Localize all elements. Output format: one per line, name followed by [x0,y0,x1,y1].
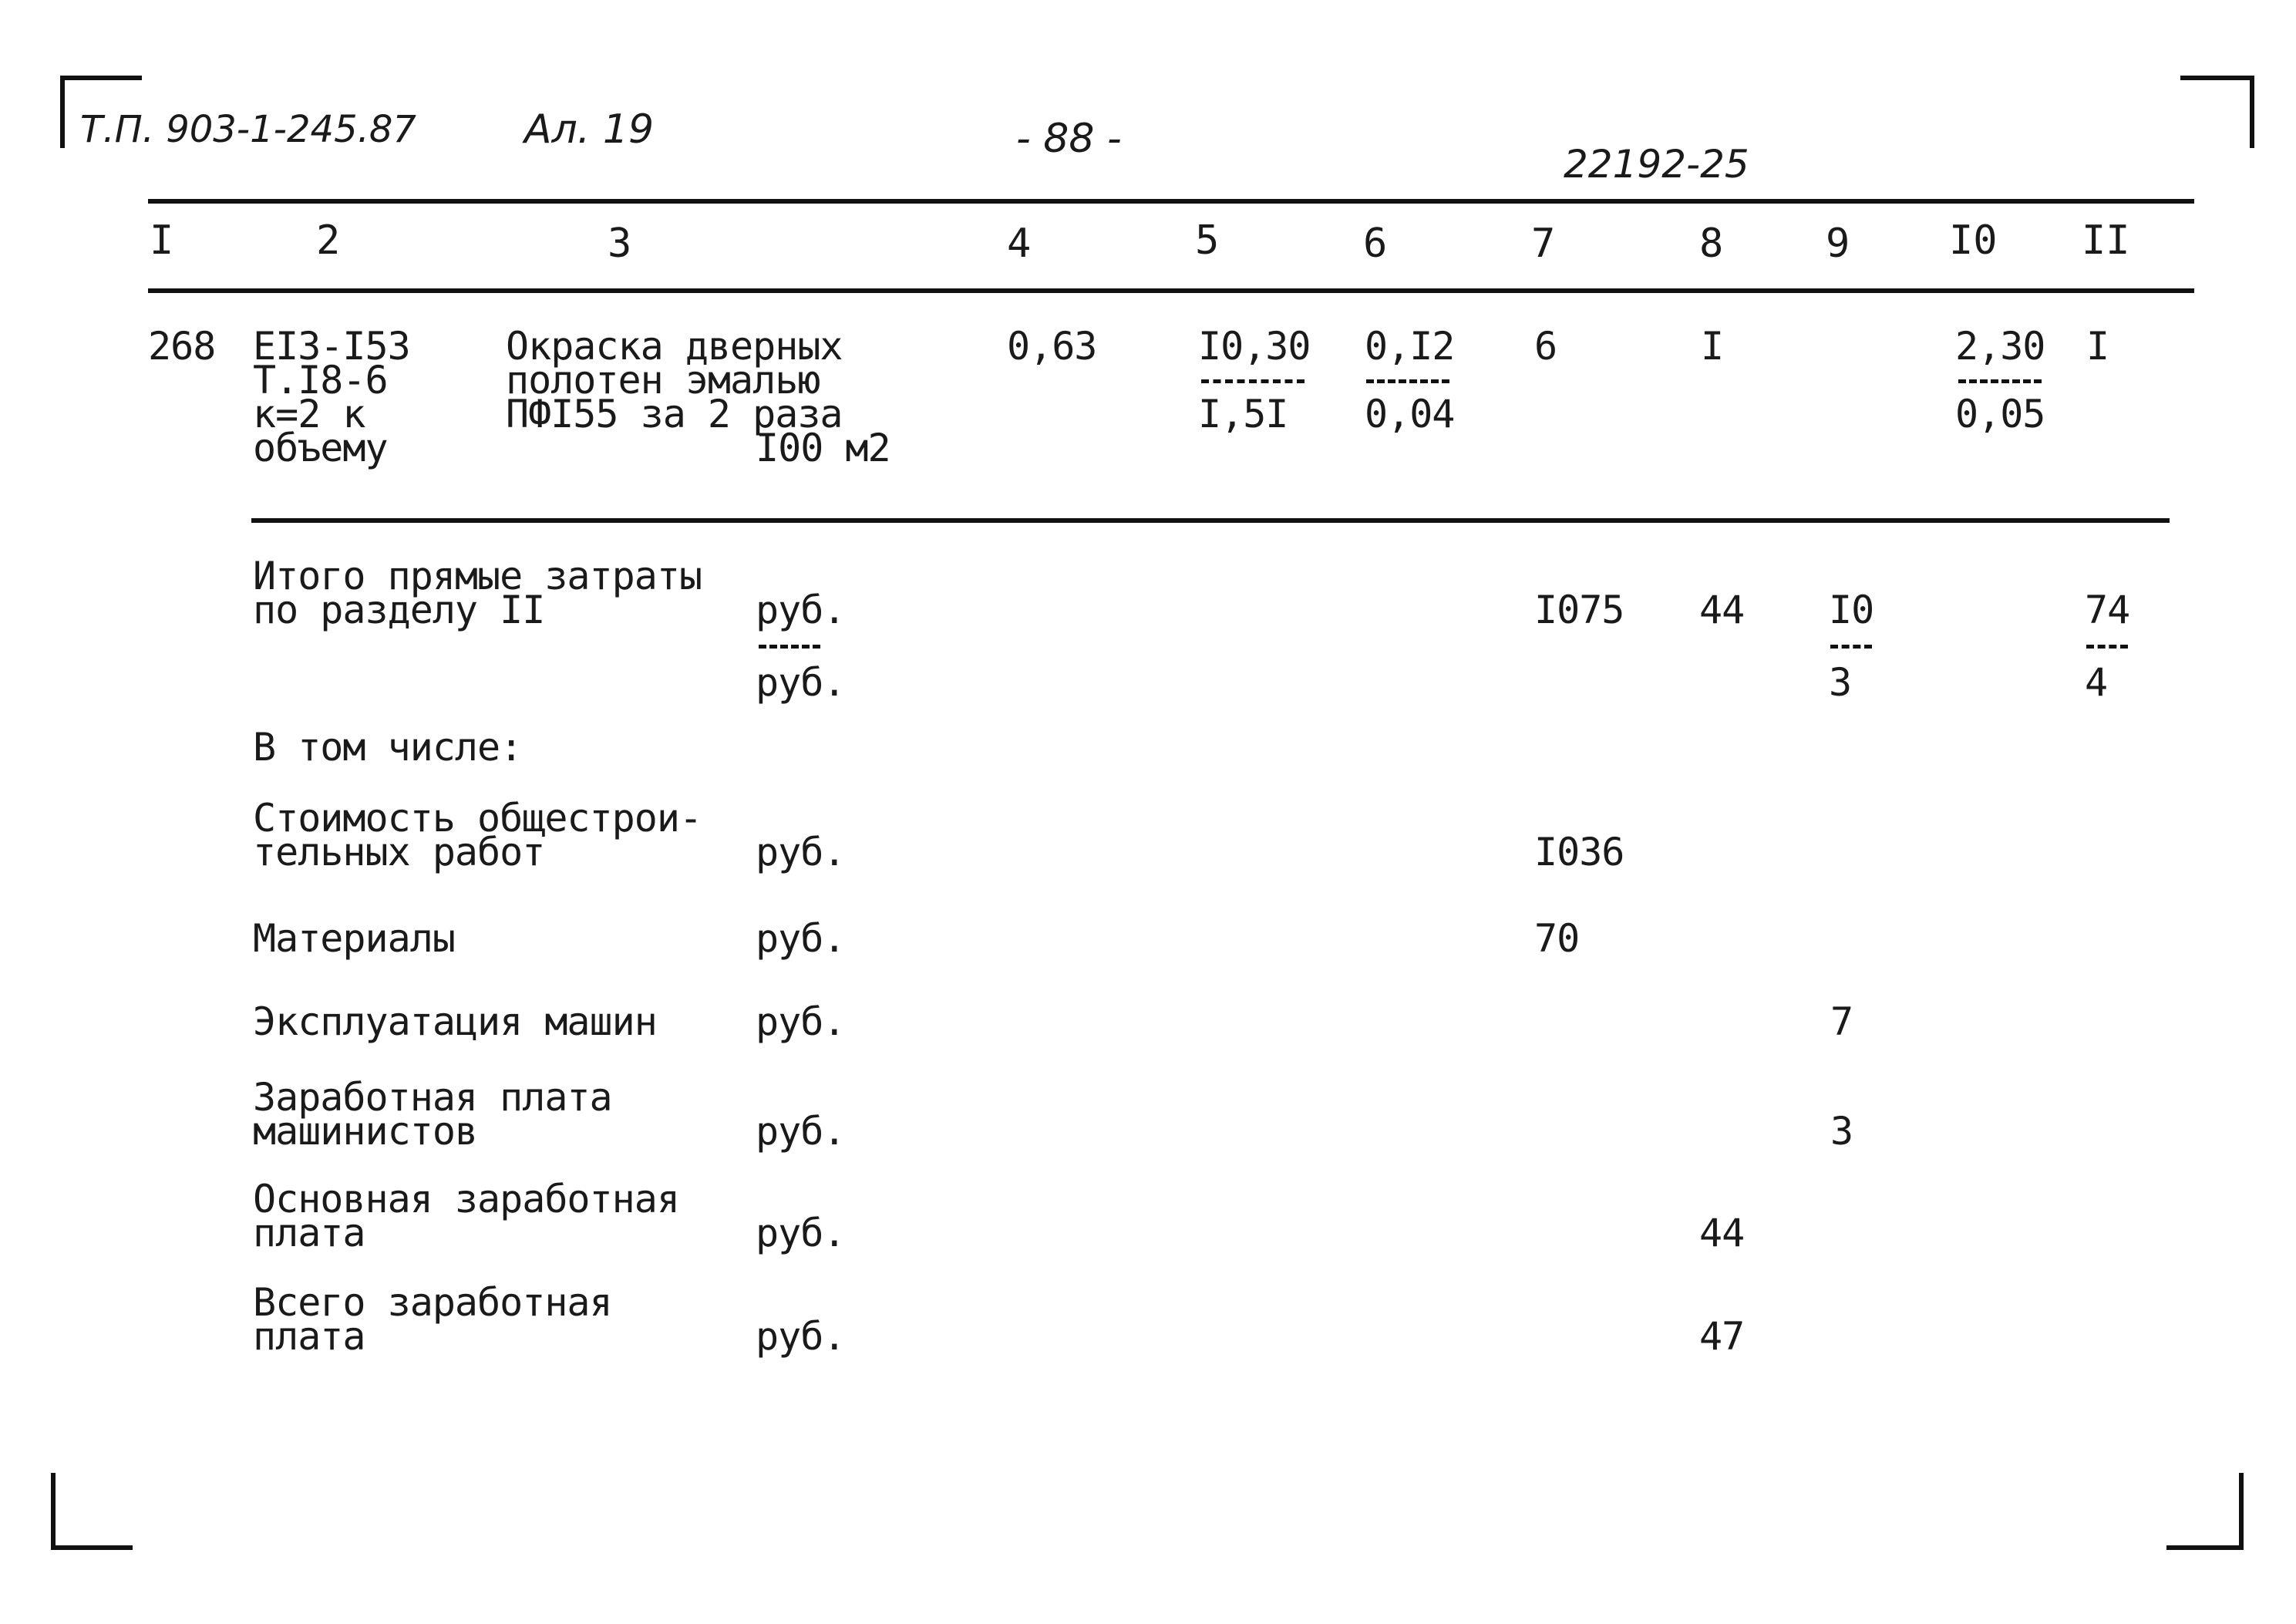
frame-corner-bottom-left [51,1473,133,1550]
breakdown-label-line-1: Эксплуатация машин [253,999,657,1044]
breakdown-label-line-2: тельных работ [253,830,545,874]
totals-col9-bottom: 3 [1829,660,1852,705]
item-col10-bottom: 0,05 [1955,392,2045,436]
breakdown-col9: 3 [1830,1109,1853,1154]
totals-label-line-1: Итого прямые затраты [253,554,702,598]
totals-col9-divider [1830,645,1872,649]
document-number: 22192-25 [1564,142,1749,187]
breakdown-label-line-1: Материалы [253,916,455,961]
item-col8: I [1701,324,1724,369]
item-col11: I [2086,324,2109,369]
col-header-11: II [2082,217,2130,264]
item-code-line-2: Т.I8-6 [253,358,388,403]
item-col5-divider [1201,379,1305,383]
item-col5-top: I0,30 [1198,324,1311,369]
header-bottom-rule [148,288,2194,293]
breakdown-unit: руб. [756,999,846,1044]
item-unit: I00 м2 [756,426,890,470]
breakdown-col8: 44 [1699,1211,1745,1255]
breakdown-label-line-2: плата [253,1314,365,1359]
including-label: В том числе: [253,725,523,770]
totals-unit-bottom: руб. [756,660,846,705]
breakdown-label-line-1: Стоимость общестрои- [253,796,702,841]
breakdown-col7: I036 [1534,830,1624,874]
table-top-rule [148,199,2194,204]
totals-col8: 44 [1699,588,1745,632]
frame-corner-top-right [2180,76,2254,148]
breakdown-label-line-2: плата [253,1211,365,1255]
totals-col9-top: I0 [1829,588,1874,632]
item-code-line-4: объему [253,426,388,470]
col-header-3: 3 [608,221,632,267]
col-header-6: 6 [1363,221,1388,267]
item-col6-bottom: 0,04 [1365,392,1455,436]
breakdown-col8: 47 [1699,1314,1745,1359]
totals-col11-divider [2086,645,2128,649]
item-col7: 6 [1534,324,1557,369]
item-col10-top: 2,30 [1955,324,2045,369]
doc-code: Т.П. 903-1-245.87 [80,108,416,151]
item-col6-divider [1366,379,1449,383]
col-header-9: 9 [1826,221,1850,267]
sheet-number: Ал. 19 [524,106,655,153]
breakdown-col7: 70 [1534,916,1580,961]
totals-col11-bottom: 4 [2085,660,2108,705]
breakdown-col9: 7 [1830,999,1853,1044]
item-code-line-1: ЕI3-I53 [253,324,410,369]
col-header-8: 8 [1699,221,1724,267]
breakdown-unit: руб. [756,916,846,961]
breakdown-unit: руб. [756,1211,846,1255]
item-col6-top: 0,I2 [1365,324,1455,369]
breakdown-unit: руб. [756,830,846,874]
totals-unit-top: руб. [756,588,846,632]
col-header-5: 5 [1195,217,1220,264]
totals-label-line-2: по разделу II [253,588,545,632]
breakdown-label-line-1: Всего заработная [253,1280,612,1325]
item-desc-line-1: Окраска дверных [506,324,843,369]
frame-corner-bottom-right [2166,1473,2244,1550]
totals-unit-divider [759,645,820,649]
section-rule [251,518,2170,523]
item-desc-line-3: ПФI55 за 2 раза [506,392,843,436]
col-header-10: I0 [1949,217,1998,264]
item-number: 268 [148,324,216,369]
totals-col7: I075 [1534,588,1624,632]
breakdown-label-line-2: машинистов [253,1109,478,1154]
breakdown-unit: руб. [756,1109,846,1154]
page-number: - 88 - [1016,116,1122,162]
item-desc-line-2: полотен эмалью [506,358,820,403]
col-header-2: 2 [316,217,341,264]
breakdown-label-line-1: Заработная плата [253,1075,612,1120]
totals-col11-top: 74 [2085,588,2130,632]
col-header-1: I [150,217,174,264]
item-col10-divider [1958,379,2042,383]
item-quantity: 0,63 [1007,324,1097,369]
item-code-line-3: к=2 к [253,392,365,436]
breakdown-label-line-1: Основная заработная [253,1177,679,1221]
breakdown-unit: руб. [756,1314,846,1359]
item-col5-bottom: I,5I [1198,392,1288,436]
col-header-7: 7 [1531,221,1556,267]
col-header-4: 4 [1007,221,1032,267]
